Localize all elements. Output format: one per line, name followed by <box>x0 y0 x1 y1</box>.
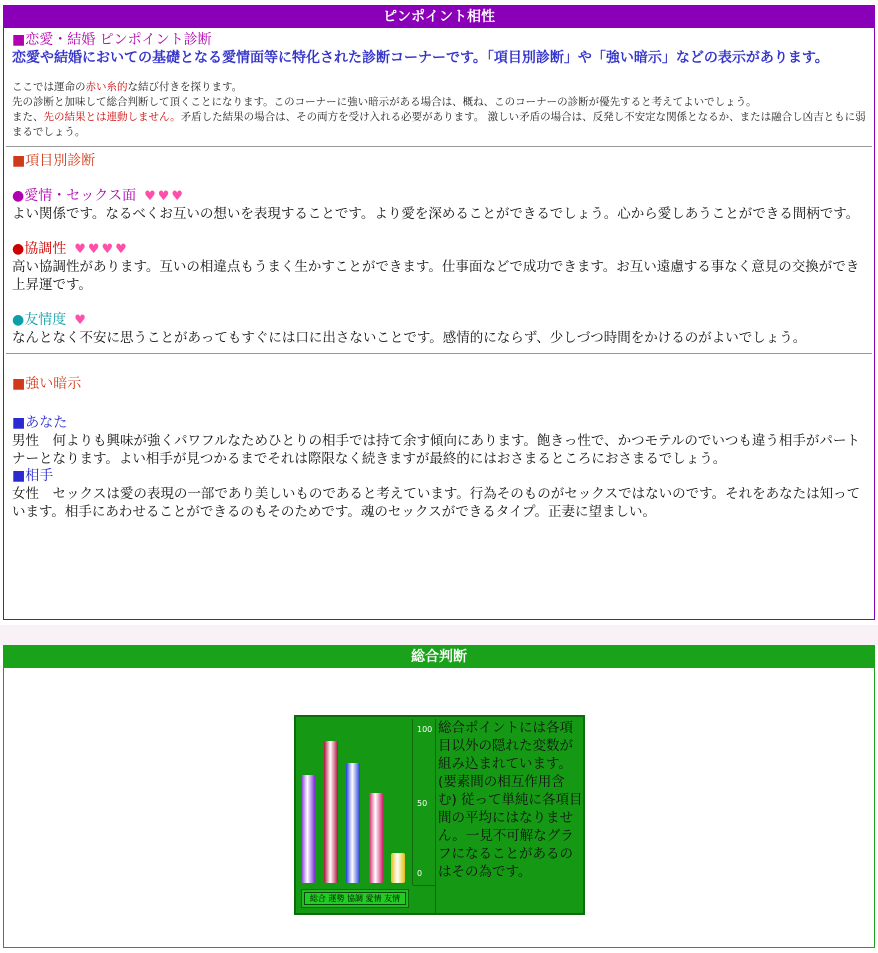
lead-text: 恋愛や結婚においての基礎となる愛情面等に特化された診断コーナーです。「項目別診断」や「強い暗示」などの表示があります。 <box>12 50 829 66</box>
you-title: ■あなた <box>12 415 68 431</box>
bar-愛情 <box>369 793 383 883</box>
score-graph <box>294 715 585 915</box>
y-tick-label: 100 <box>417 725 433 734</box>
bar-総合 <box>301 775 315 883</box>
bar-chart-area <box>298 719 413 885</box>
strong-hint-title: ■強い暗示 <box>12 376 82 392</box>
heart-icon: ♥ <box>74 313 88 328</box>
legend-spacer <box>413 885 436 914</box>
y-axis <box>413 719 436 885</box>
heart-icon: ♥♥♥♥ <box>74 242 129 257</box>
item-love-title: ●愛情・セックス面 ♥♥♥ <box>12 188 186 204</box>
y-tick-label: 50 <box>417 799 428 808</box>
item-love-text: よい関係です。なるべくお互いの想いを表現することです。より愛を深めることができるでしょう。心から愛しあうことができる間柄です。 <box>12 206 860 222</box>
partner-title: ■相手 <box>12 468 54 484</box>
item-friendship-text: なんとなく不安に思うことがあってもすぐには口に出さないことです。感情的にならず、少しづつ時間をかけるのがよいでしょう。 <box>12 330 807 346</box>
pinpoint-compatibility-panel <box>3 5 875 620</box>
separator-band <box>0 625 878 645</box>
divider <box>6 353 872 354</box>
intro-line-1: ここでは運命の赤い糸的な結び付きを探ります。 <box>12 81 243 93</box>
divider <box>6 146 872 147</box>
intro-line-3: また、先の結果とは連動しません。矛盾した結果の場合は、その両方を受け入れる必要があります。 激しい矛盾の場合は、反発し不安定な関係となるか、または融合し凶吉ともに弱まるでしょう。 <box>12 111 866 138</box>
bar-運勢 <box>324 741 338 884</box>
bar-友情 <box>391 853 405 883</box>
y-tick-label: 0 <box>417 869 423 878</box>
legend-labels: 総合 運勢 協調 愛情 友情 <box>304 892 406 905</box>
section-title: ■恋愛・結婚 ピンポイント診断 <box>12 32 212 48</box>
overall-judgement-panel <box>3 645 875 948</box>
intro-line-2: 先の診断と加味して総合判断して頂くことになります。このコーナーに強い暗示がある場合は、概ね、このコーナーの診断が優先すると考えてよいでしょう。 <box>12 96 757 108</box>
you-text: 男性 何よりも興味が強くパワフルなためひとりの相手では持て余す傾向にあります。飽きっ性で、かつモテルのでいつも違う相手がパートナーとなります。よい相手が見つかるまでそれは際限なく続きますが最終的にはおさまるところにおさまるでしょう。 <box>12 433 860 467</box>
heart-icon: ♥♥♥ <box>144 189 186 204</box>
item-cooperation-title: ●協調性 ♥♥♥♥ <box>12 241 129 257</box>
items-title: ■項目別診断 <box>12 153 96 169</box>
item-cooperation-text: 高い協調性があります。互いの相違点もうまく生かすことができます。仕事面などで成功できます。お互い遠慮する事なく意見の交換ができ上昇運です。 <box>12 259 860 293</box>
item-friendship-title: ●友情度 ♥ <box>12 312 88 328</box>
bar-協調 <box>346 763 360 883</box>
panel-header: ピンポイント相性 <box>4 6 874 28</box>
panel-header: 総合判断 <box>4 646 874 668</box>
legend <box>301 889 409 908</box>
graph-note: 総合ポイントには各項目以外の隠れた変数が組み込まれています。(要素間の相互作用含む) 従って単純に各項目間の平均にはなりません。一見不可解なグラフになることがあるのはその為です。 <box>438 720 583 880</box>
partner-text: 女性 セックスは愛の表現の一部であり美しいものであると考えています。行為そのものがセックスではないのです。それをあなたは知っています。相手にあわせることができるのもそのためです。魂のセックスができるタイプ。正妻に望ましい。 <box>12 486 861 520</box>
